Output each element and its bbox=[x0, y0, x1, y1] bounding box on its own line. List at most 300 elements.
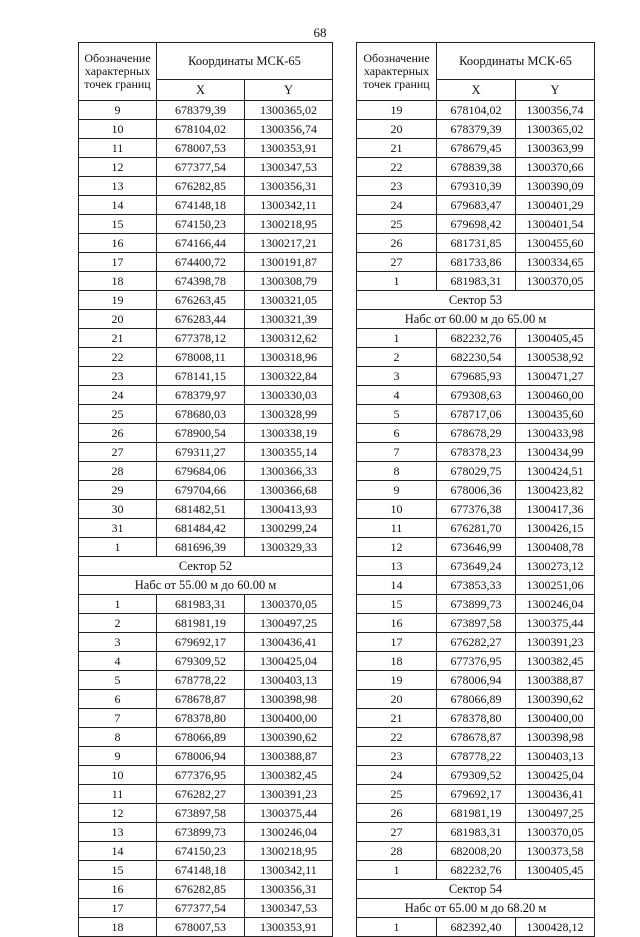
table-row bbox=[79, 728, 333, 747]
section-row bbox=[79, 557, 333, 576]
x-coordinate-cell: 674150,23 bbox=[157, 842, 245, 861]
table-row bbox=[79, 823, 333, 842]
x-coordinate-cell: 679684,06 bbox=[157, 462, 245, 481]
section-title: Набс от 65.00 м до 68.20 м bbox=[357, 899, 595, 918]
x-coordinate-cell: 678839,38 bbox=[437, 158, 516, 177]
x-coordinate-cell: 677376,95 bbox=[437, 652, 516, 671]
table-row bbox=[79, 253, 333, 272]
table-row bbox=[357, 766, 595, 785]
header-coordinates-label: Координаты МСК-65 bbox=[437, 43, 595, 80]
x-coordinate-cell: 682392,40 bbox=[437, 918, 516, 937]
point-number-cell: 7 bbox=[79, 709, 157, 728]
x-coordinate-cell: 673897,58 bbox=[157, 804, 245, 823]
header-x: X bbox=[437, 80, 516, 101]
y-coordinate-cell: 1300424,51 bbox=[516, 462, 595, 481]
table-row bbox=[79, 196, 333, 215]
section-row bbox=[357, 310, 595, 329]
table-row bbox=[357, 690, 595, 709]
x-coordinate-cell: 678778,22 bbox=[157, 671, 245, 690]
table-row bbox=[79, 481, 333, 500]
y-coordinate-cell: 1300330,03 bbox=[245, 386, 333, 405]
point-number-cell: 5 bbox=[357, 405, 437, 424]
y-coordinate-cell: 1300347,53 bbox=[245, 158, 333, 177]
table-row bbox=[79, 101, 333, 120]
point-number-cell: 26 bbox=[79, 424, 157, 443]
x-coordinate-cell: 678378,23 bbox=[437, 443, 516, 462]
table-row bbox=[79, 633, 333, 652]
header-y: Y bbox=[245, 80, 333, 101]
y-coordinate-cell: 1300356,74 bbox=[516, 101, 595, 120]
point-number-cell: 20 bbox=[79, 310, 157, 329]
x-coordinate-cell: 681733,86 bbox=[437, 253, 516, 272]
x-coordinate-cell: 681983,31 bbox=[437, 823, 516, 842]
point-number-cell: 1 bbox=[357, 329, 437, 348]
point-number-cell: 14 bbox=[79, 842, 157, 861]
y-coordinate-cell: 1300382,45 bbox=[516, 652, 595, 671]
point-number-cell: 18 bbox=[79, 918, 157, 937]
x-coordinate-cell: 678900,54 bbox=[157, 424, 245, 443]
table-row bbox=[357, 348, 595, 367]
y-coordinate-cell: 1300375,44 bbox=[516, 614, 595, 633]
y-coordinate-cell: 1300299,24 bbox=[245, 519, 333, 538]
x-coordinate-cell: 681981,19 bbox=[437, 804, 516, 823]
x-coordinate-cell: 678006,94 bbox=[437, 671, 516, 690]
point-number-cell: 21 bbox=[357, 139, 437, 158]
x-coordinate-cell: 678778,22 bbox=[437, 747, 516, 766]
point-number-cell: 8 bbox=[79, 728, 157, 747]
x-coordinate-cell: 678006,36 bbox=[437, 481, 516, 500]
table-row bbox=[357, 728, 595, 747]
point-number-cell: 19 bbox=[357, 101, 437, 120]
x-coordinate-cell: 678104,02 bbox=[157, 120, 245, 139]
table-row bbox=[357, 538, 595, 557]
coordinates-table-right bbox=[356, 42, 595, 937]
point-number-cell: 15 bbox=[79, 215, 157, 234]
y-coordinate-cell: 1300401,54 bbox=[516, 215, 595, 234]
x-coordinate-cell: 678007,53 bbox=[157, 918, 245, 937]
y-coordinate-cell: 1300356,31 bbox=[245, 880, 333, 899]
y-coordinate-cell: 1300365,02 bbox=[245, 101, 333, 120]
y-coordinate-cell: 1300400,00 bbox=[516, 709, 595, 728]
table-row bbox=[79, 709, 333, 728]
section-title: Набс от 55.00 м до 60.00 м bbox=[79, 576, 333, 595]
y-coordinate-cell: 1300251,06 bbox=[516, 576, 595, 595]
x-coordinate-cell: 682230,54 bbox=[437, 348, 516, 367]
y-coordinate-cell: 1300375,44 bbox=[245, 804, 333, 823]
y-coordinate-cell: 1300366,68 bbox=[245, 481, 333, 500]
y-coordinate-cell: 1300353,91 bbox=[245, 918, 333, 937]
x-coordinate-cell: 678141,15 bbox=[157, 367, 245, 386]
table-row bbox=[79, 424, 333, 443]
point-number-cell: 1 bbox=[79, 538, 157, 557]
table-row bbox=[357, 785, 595, 804]
point-number-cell: 1 bbox=[357, 861, 437, 880]
y-coordinate-cell: 1300398,98 bbox=[245, 690, 333, 709]
point-number-cell: 28 bbox=[357, 842, 437, 861]
y-coordinate-cell: 1300342,11 bbox=[245, 196, 333, 215]
point-number-cell: 20 bbox=[357, 120, 437, 139]
y-coordinate-cell: 1300398,98 bbox=[516, 728, 595, 747]
y-coordinate-cell: 1300363,99 bbox=[516, 139, 595, 158]
point-number-cell: 11 bbox=[79, 139, 157, 158]
section-row bbox=[357, 899, 595, 918]
point-number-cell: 24 bbox=[79, 386, 157, 405]
x-coordinate-cell: 678007,53 bbox=[157, 139, 245, 158]
y-coordinate-cell: 1300366,33 bbox=[245, 462, 333, 481]
point-number-cell: 9 bbox=[357, 481, 437, 500]
y-coordinate-cell: 1300425,04 bbox=[245, 652, 333, 671]
x-coordinate-cell: 678680,03 bbox=[157, 405, 245, 424]
x-coordinate-cell: 678378,80 bbox=[157, 709, 245, 728]
y-coordinate-cell: 1300390,09 bbox=[516, 177, 595, 196]
x-coordinate-cell: 676281,70 bbox=[437, 519, 516, 538]
y-coordinate-cell: 1300353,91 bbox=[245, 139, 333, 158]
x-coordinate-cell: 679309,52 bbox=[157, 652, 245, 671]
x-coordinate-cell: 673646,99 bbox=[437, 538, 516, 557]
point-number-cell: 1 bbox=[357, 918, 437, 937]
y-coordinate-cell: 1300388,87 bbox=[245, 747, 333, 766]
y-coordinate-cell: 1300497,25 bbox=[245, 614, 333, 633]
x-coordinate-cell: 676282,85 bbox=[157, 880, 245, 899]
point-number-cell: 17 bbox=[79, 253, 157, 272]
table-row bbox=[79, 747, 333, 766]
x-coordinate-cell: 681696,39 bbox=[157, 538, 245, 557]
y-coordinate-cell: 1300308,79 bbox=[245, 272, 333, 291]
table-row bbox=[357, 120, 595, 139]
table-row bbox=[357, 519, 595, 538]
y-coordinate-cell: 1300342,11 bbox=[245, 861, 333, 880]
point-number-cell: 30 bbox=[79, 500, 157, 519]
point-number-cell: 12 bbox=[357, 538, 437, 557]
y-coordinate-cell: 1300365,02 bbox=[516, 120, 595, 139]
x-coordinate-cell: 673649,24 bbox=[437, 557, 516, 576]
y-coordinate-cell: 1300423,82 bbox=[516, 481, 595, 500]
x-coordinate-cell: 677376,38 bbox=[437, 500, 516, 519]
table-row bbox=[357, 158, 595, 177]
point-number-cell: 2 bbox=[79, 614, 157, 633]
x-coordinate-cell: 678679,45 bbox=[437, 139, 516, 158]
point-number-cell: 27 bbox=[79, 443, 157, 462]
y-coordinate-cell: 1300382,45 bbox=[245, 766, 333, 785]
point-number-cell: 19 bbox=[357, 671, 437, 690]
y-coordinate-cell: 1300246,04 bbox=[516, 595, 595, 614]
table-row bbox=[79, 348, 333, 367]
header-point-label: Обозначение характерных точек границ bbox=[79, 43, 157, 101]
x-coordinate-cell: 678379,39 bbox=[437, 120, 516, 139]
y-coordinate-cell: 1300373,58 bbox=[516, 842, 595, 861]
x-coordinate-cell: 673897,58 bbox=[437, 614, 516, 633]
y-coordinate-cell: 1300390,62 bbox=[245, 728, 333, 747]
y-coordinate-cell: 1300434,99 bbox=[516, 443, 595, 462]
table-row bbox=[357, 367, 595, 386]
y-coordinate-cell: 1300318,96 bbox=[245, 348, 333, 367]
x-coordinate-cell: 682232,76 bbox=[437, 861, 516, 880]
point-number-cell: 15 bbox=[357, 595, 437, 614]
table-row bbox=[357, 139, 595, 158]
point-number-cell: 5 bbox=[79, 671, 157, 690]
table-row bbox=[79, 405, 333, 424]
x-coordinate-cell: 678678,87 bbox=[157, 690, 245, 709]
y-coordinate-cell: 1300217,21 bbox=[245, 234, 333, 253]
x-coordinate-cell: 674148,18 bbox=[157, 196, 245, 215]
point-number-cell: 21 bbox=[79, 329, 157, 348]
point-number-cell: 25 bbox=[357, 215, 437, 234]
x-coordinate-cell: 682008,20 bbox=[437, 842, 516, 861]
x-coordinate-cell: 674400,72 bbox=[157, 253, 245, 272]
x-coordinate-cell: 677378,12 bbox=[157, 329, 245, 348]
table-row bbox=[79, 918, 333, 937]
table-row bbox=[357, 101, 595, 120]
point-number-cell: 22 bbox=[357, 158, 437, 177]
point-number-cell: 13 bbox=[79, 823, 157, 842]
y-coordinate-cell: 1300370,66 bbox=[516, 158, 595, 177]
table-row bbox=[357, 595, 595, 614]
table-row bbox=[357, 443, 595, 462]
x-coordinate-cell: 678104,02 bbox=[437, 101, 516, 120]
table-row bbox=[79, 652, 333, 671]
point-number-cell: 18 bbox=[357, 652, 437, 671]
y-coordinate-cell: 1300321,05 bbox=[245, 291, 333, 310]
y-coordinate-cell: 1300322,84 bbox=[245, 367, 333, 386]
x-coordinate-cell: 678379,39 bbox=[157, 101, 245, 120]
header-y: Y bbox=[516, 80, 595, 101]
table-row bbox=[357, 234, 595, 253]
table-row bbox=[79, 595, 333, 614]
x-coordinate-cell: 673853,33 bbox=[437, 576, 516, 595]
y-coordinate-cell: 1300218,95 bbox=[245, 215, 333, 234]
y-coordinate-cell: 1300191,87 bbox=[245, 253, 333, 272]
point-number-cell: 9 bbox=[79, 101, 157, 120]
y-coordinate-cell: 1300370,05 bbox=[516, 272, 595, 291]
section-title: Сектор 52 bbox=[79, 557, 333, 576]
point-number-cell: 11 bbox=[79, 785, 157, 804]
table-row bbox=[357, 823, 595, 842]
y-coordinate-cell: 1300405,45 bbox=[516, 329, 595, 348]
x-coordinate-cell: 677377,54 bbox=[157, 158, 245, 177]
coordinates-table-left bbox=[78, 42, 333, 937]
y-coordinate-cell: 1300436,41 bbox=[516, 785, 595, 804]
x-coordinate-cell: 676282,85 bbox=[157, 177, 245, 196]
y-coordinate-cell: 1300403,13 bbox=[245, 671, 333, 690]
point-number-cell: 1 bbox=[357, 272, 437, 291]
table-row bbox=[357, 177, 595, 196]
point-number-cell: 24 bbox=[357, 766, 437, 785]
point-number-cell: 7 bbox=[357, 443, 437, 462]
point-number-cell: 10 bbox=[357, 500, 437, 519]
table-row bbox=[357, 918, 595, 937]
point-number-cell: 29 bbox=[79, 481, 157, 500]
table-row bbox=[79, 272, 333, 291]
table-row bbox=[79, 177, 333, 196]
y-coordinate-cell: 1300370,05 bbox=[245, 595, 333, 614]
x-coordinate-cell: 681983,31 bbox=[157, 595, 245, 614]
x-coordinate-cell: 681731,85 bbox=[437, 234, 516, 253]
table-row bbox=[357, 709, 595, 728]
y-coordinate-cell: 1300390,62 bbox=[516, 690, 595, 709]
x-coordinate-cell: 679698,42 bbox=[437, 215, 516, 234]
table-row bbox=[79, 538, 333, 557]
point-number-cell: 21 bbox=[357, 709, 437, 728]
table-row bbox=[79, 671, 333, 690]
table-row bbox=[79, 386, 333, 405]
point-number-cell: 24 bbox=[357, 196, 437, 215]
point-number-cell: 26 bbox=[357, 234, 437, 253]
y-coordinate-cell: 1300334,65 bbox=[516, 253, 595, 272]
x-coordinate-cell: 679692,17 bbox=[437, 785, 516, 804]
y-coordinate-cell: 1300425,04 bbox=[516, 766, 595, 785]
x-coordinate-cell: 682232,76 bbox=[437, 329, 516, 348]
point-number-cell: 19 bbox=[79, 291, 157, 310]
y-coordinate-cell: 1300435,60 bbox=[516, 405, 595, 424]
point-number-cell: 16 bbox=[357, 614, 437, 633]
y-coordinate-cell: 1300329,33 bbox=[245, 538, 333, 557]
point-number-cell: 20 bbox=[357, 690, 437, 709]
y-coordinate-cell: 1300403,13 bbox=[516, 747, 595, 766]
table-row bbox=[79, 443, 333, 462]
x-coordinate-cell: 679704,66 bbox=[157, 481, 245, 500]
x-coordinate-cell: 681482,51 bbox=[157, 500, 245, 519]
header-point-label: Обозначение характерных точек границ bbox=[357, 43, 437, 101]
y-coordinate-cell: 1300312,62 bbox=[245, 329, 333, 348]
table-row bbox=[79, 234, 333, 253]
point-number-cell: 22 bbox=[357, 728, 437, 747]
y-coordinate-cell: 1300356,74 bbox=[245, 120, 333, 139]
table-row bbox=[357, 481, 595, 500]
point-number-cell: 12 bbox=[79, 804, 157, 823]
x-coordinate-cell: 678717,06 bbox=[437, 405, 516, 424]
y-coordinate-cell: 1300347,53 bbox=[245, 899, 333, 918]
point-number-cell: 3 bbox=[79, 633, 157, 652]
point-number-cell: 23 bbox=[79, 367, 157, 386]
table-row bbox=[357, 386, 595, 405]
x-coordinate-cell: 678066,89 bbox=[437, 690, 516, 709]
y-coordinate-cell: 1300321,39 bbox=[245, 310, 333, 329]
y-coordinate-cell: 1300436,41 bbox=[245, 633, 333, 652]
point-number-cell: 17 bbox=[357, 633, 437, 652]
x-coordinate-cell: 681981,19 bbox=[157, 614, 245, 633]
x-coordinate-cell: 678066,89 bbox=[157, 728, 245, 747]
point-number-cell: 28 bbox=[79, 462, 157, 481]
table-row bbox=[79, 880, 333, 899]
point-number-cell: 6 bbox=[79, 690, 157, 709]
point-number-cell: 13 bbox=[357, 557, 437, 576]
table-row bbox=[357, 462, 595, 481]
section-row bbox=[79, 576, 333, 595]
x-coordinate-cell: 674398,78 bbox=[157, 272, 245, 291]
table-row bbox=[79, 804, 333, 823]
x-coordinate-cell: 679311,27 bbox=[157, 443, 245, 462]
point-number-cell: 11 bbox=[357, 519, 437, 538]
table-row bbox=[79, 158, 333, 177]
table-row bbox=[79, 500, 333, 519]
x-coordinate-cell: 676282,27 bbox=[157, 785, 245, 804]
point-number-cell: 27 bbox=[357, 253, 437, 272]
table-row bbox=[357, 557, 595, 576]
table-row bbox=[79, 766, 333, 785]
point-number-cell: 4 bbox=[79, 652, 157, 671]
section-title: Сектор 53 bbox=[357, 291, 595, 310]
point-number-cell: 6 bbox=[357, 424, 437, 443]
y-coordinate-cell: 1300455,60 bbox=[516, 234, 595, 253]
point-number-cell: 27 bbox=[357, 823, 437, 842]
y-coordinate-cell: 1300426,15 bbox=[516, 519, 595, 538]
table-row bbox=[79, 519, 333, 538]
table-row bbox=[357, 804, 595, 823]
point-number-cell: 22 bbox=[79, 348, 157, 367]
x-coordinate-cell: 678006,94 bbox=[157, 747, 245, 766]
table-row bbox=[357, 747, 595, 766]
table-row bbox=[357, 272, 595, 291]
x-coordinate-cell: 677376,95 bbox=[157, 766, 245, 785]
x-coordinate-cell: 678379,97 bbox=[157, 386, 245, 405]
table-row bbox=[79, 291, 333, 310]
table-row bbox=[79, 462, 333, 481]
point-number-cell: 1 bbox=[79, 595, 157, 614]
x-coordinate-cell: 678378,80 bbox=[437, 709, 516, 728]
y-coordinate-cell: 1300391,23 bbox=[516, 633, 595, 652]
table-row bbox=[357, 253, 595, 272]
x-coordinate-cell: 678029,75 bbox=[437, 462, 516, 481]
x-coordinate-cell: 681983,31 bbox=[437, 272, 516, 291]
point-number-cell: 8 bbox=[357, 462, 437, 481]
y-coordinate-cell: 1300408,78 bbox=[516, 538, 595, 557]
header-x: X bbox=[157, 80, 245, 101]
point-number-cell: 9 bbox=[79, 747, 157, 766]
table-row bbox=[357, 329, 595, 348]
y-coordinate-cell: 1300413,93 bbox=[245, 500, 333, 519]
y-coordinate-cell: 1300405,45 bbox=[516, 861, 595, 880]
table-row bbox=[357, 652, 595, 671]
table-row bbox=[357, 614, 595, 633]
table-row bbox=[79, 842, 333, 861]
table-row bbox=[79, 120, 333, 139]
table-row bbox=[357, 861, 595, 880]
table-row bbox=[79, 310, 333, 329]
table-row bbox=[79, 367, 333, 386]
table-row bbox=[79, 785, 333, 804]
x-coordinate-cell: 679309,52 bbox=[437, 766, 516, 785]
table-row bbox=[357, 576, 595, 595]
y-coordinate-cell: 1300338,19 bbox=[245, 424, 333, 443]
table-row bbox=[357, 633, 595, 652]
x-coordinate-cell: 676263,45 bbox=[157, 291, 245, 310]
table-row bbox=[79, 690, 333, 709]
y-coordinate-cell: 1300356,31 bbox=[245, 177, 333, 196]
table-row bbox=[357, 196, 595, 215]
x-coordinate-cell: 677377,54 bbox=[157, 899, 245, 918]
y-coordinate-cell: 1300370,05 bbox=[516, 823, 595, 842]
x-coordinate-cell: 678008,11 bbox=[157, 348, 245, 367]
y-coordinate-cell: 1300388,87 bbox=[516, 671, 595, 690]
table-row bbox=[79, 899, 333, 918]
table-row bbox=[357, 424, 595, 443]
y-coordinate-cell: 1300273,12 bbox=[516, 557, 595, 576]
x-coordinate-cell: 679692,17 bbox=[157, 633, 245, 652]
x-coordinate-cell: 674166,44 bbox=[157, 234, 245, 253]
point-number-cell: 3 bbox=[357, 367, 437, 386]
point-number-cell: 4 bbox=[357, 386, 437, 405]
table-row bbox=[79, 329, 333, 348]
point-number-cell: 25 bbox=[79, 405, 157, 424]
table-row bbox=[79, 861, 333, 880]
table-row bbox=[79, 614, 333, 633]
y-coordinate-cell: 1300460,00 bbox=[516, 386, 595, 405]
point-number-cell: 14 bbox=[357, 576, 437, 595]
x-coordinate-cell: 679685,93 bbox=[437, 367, 516, 386]
x-coordinate-cell: 679683,47 bbox=[437, 196, 516, 215]
point-number-cell: 10 bbox=[79, 120, 157, 139]
y-coordinate-cell: 1300355,14 bbox=[245, 443, 333, 462]
